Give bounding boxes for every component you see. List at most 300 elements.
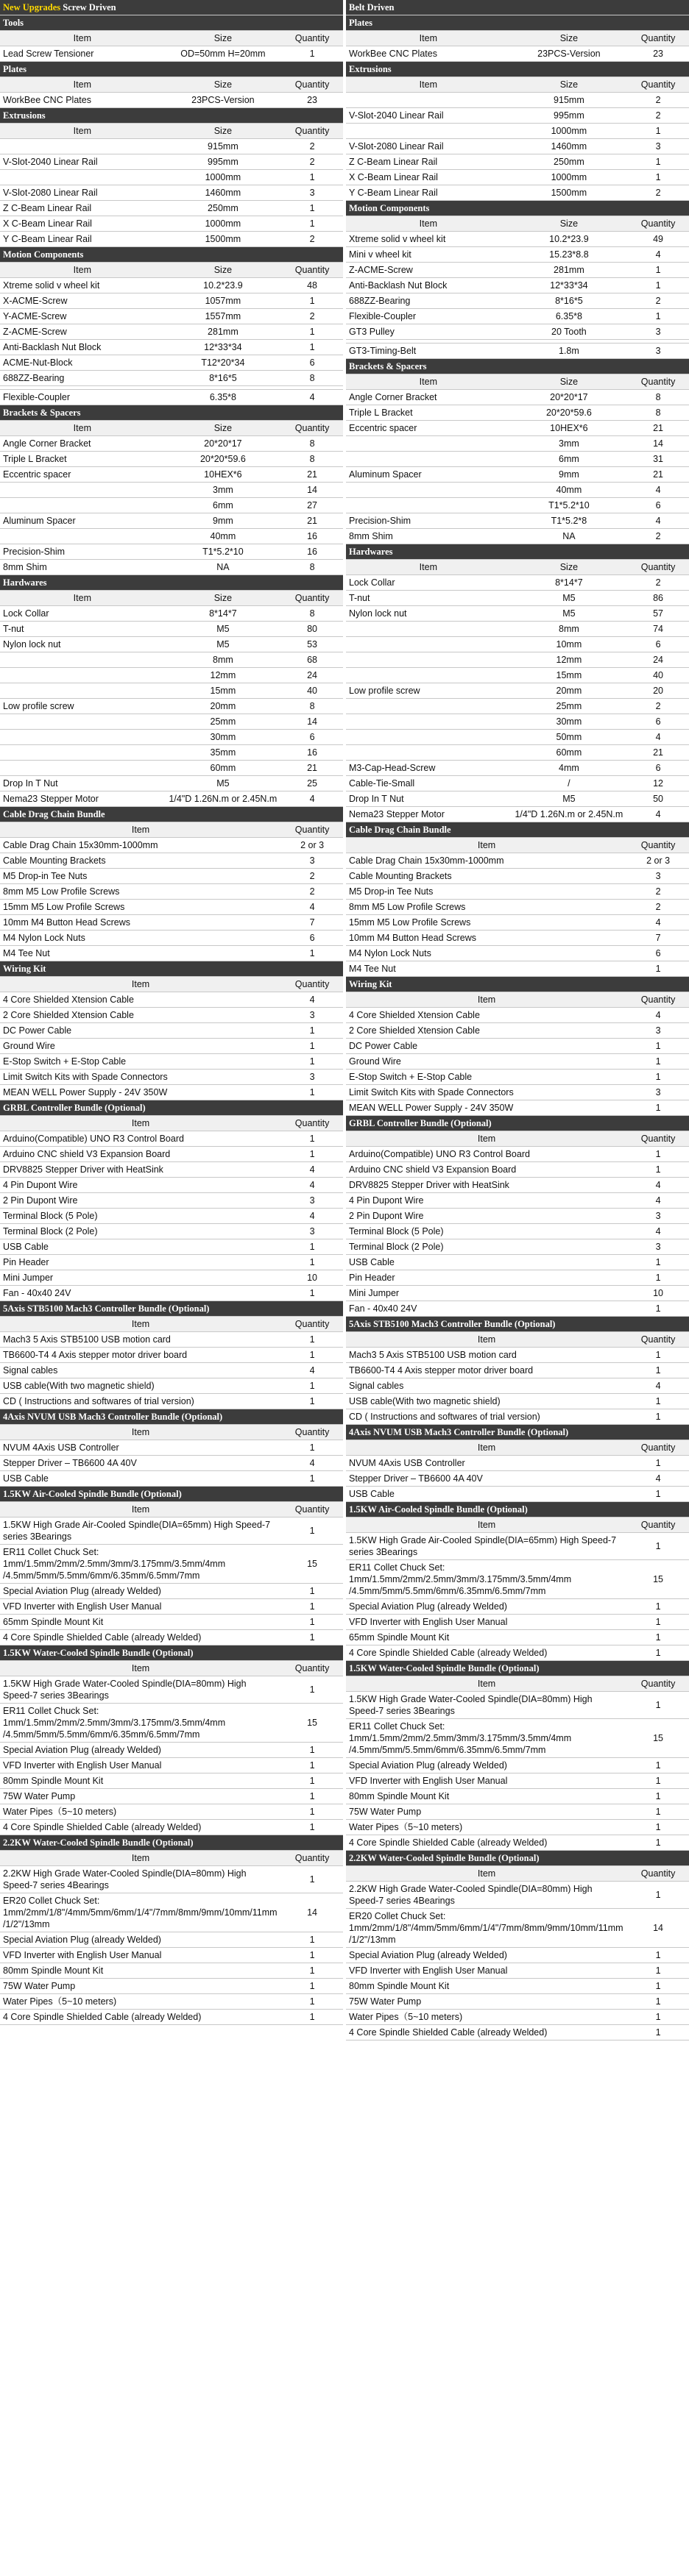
size-cell: 60mm <box>511 745 627 761</box>
table-row <box>0 946 343 961</box>
item-cell: 4 Core Shielded Xtension Cable <box>0 992 281 1008</box>
table-row <box>0 884 343 900</box>
table-row <box>346 668 689 683</box>
table-row <box>346 683 689 699</box>
item-cell: M5 Drop-in Tee Nuts <box>346 884 627 900</box>
column-header-quantity: Quantity <box>281 1425 343 1440</box>
item-cell: VFD Inverter with English User Manual <box>346 1615 627 1630</box>
item-cell: T-nut <box>346 591 511 606</box>
table-row <box>346 1533 689 1560</box>
size-cell: T1*5.2*10 <box>511 498 627 513</box>
quantity-cell: 21 <box>627 421 689 436</box>
size-cell: 9mm <box>511 467 627 483</box>
item-cell: Lead Screw Tensioner <box>0 46 165 62</box>
section-title: 4Axis NVUM USB Mach3 Controller Bundle (Optional) <box>346 1425 689 1440</box>
quantity-cell: 3 <box>627 324 689 340</box>
table-row <box>346 1378 689 1394</box>
size-cell: 995mm <box>511 108 627 124</box>
item-cell <box>0 498 165 513</box>
size-cell: 6.35*8 <box>511 309 627 324</box>
quantity-cell: 2 <box>627 699 689 714</box>
column-header-item: Item <box>346 1332 627 1348</box>
table-row <box>0 1948 343 1963</box>
item-cell <box>0 170 165 185</box>
table-row <box>0 992 343 1008</box>
table-row <box>0 293 343 309</box>
table-row <box>346 154 689 170</box>
size-cell: T1*5.2*10 <box>165 544 281 560</box>
column-header-item: Item <box>346 560 511 575</box>
item-cell: 15mm M5 Low Profile Screws <box>346 915 627 931</box>
item-cell: Y C-Beam Linear Rail <box>0 232 165 247</box>
item-cell: DRV8825 Stepper Driver with HeatSink <box>346 1178 627 1193</box>
item-cell: Eccentric spacer <box>0 467 165 483</box>
column-header-quantity: Quantity <box>627 1332 689 1348</box>
quantity-cell: 8 <box>281 606 343 622</box>
item-cell: Cable-Tie-Small <box>346 776 511 791</box>
quantity-cell: 1 <box>281 1584 343 1599</box>
table-row <box>0 1131 343 1147</box>
size-cell: 915mm <box>165 139 281 154</box>
size-cell: 8*16*5 <box>511 293 627 309</box>
quantity-cell: 2 <box>627 93 689 108</box>
column-header-size: Size <box>511 77 627 93</box>
section-5axis-stb5100-mach3-controller-bundle-optional <box>346 1317 689 1425</box>
item-cell <box>346 498 511 513</box>
table-row <box>346 591 689 606</box>
quantity-cell: 1 <box>281 1239 343 1255</box>
item-cell: V-Slot-2080 Linear Rail <box>0 185 165 201</box>
item-cell: Ground Wire <box>0 1039 281 1054</box>
table-row <box>346 1773 689 1789</box>
item-cell: Cable Drag Chain 15x30mm-1000mm <box>0 838 281 853</box>
item-cell: Ground Wire <box>346 1054 627 1070</box>
quantity-cell: 1 <box>281 340 343 355</box>
size-cell: T12*20*34 <box>165 355 281 371</box>
section-5axis-stb5100-mach3-controller-bundle-optional <box>0 1301 343 1409</box>
item-cell: Arduino CNC shield V3 Expansion Board <box>346 1162 627 1178</box>
item-cell <box>346 483 511 498</box>
quantity-cell: 21 <box>281 761 343 776</box>
size-cell: 1500mm <box>511 185 627 201</box>
item-cell: Low profile screw <box>0 699 165 714</box>
section-title: Cable Drag Chain Bundle <box>0 807 343 822</box>
table-row <box>346 1286 689 1301</box>
quantity-cell: 8 <box>627 390 689 405</box>
item-cell: NVUM 4Axis USB Controller <box>346 1456 627 1471</box>
quantity-cell: 15 <box>281 1704 343 1743</box>
quantity-cell: 1 <box>281 1131 343 1147</box>
column-header-item: Item <box>0 263 165 278</box>
size-cell: 23PCS-Version <box>165 93 281 108</box>
quantity-cell: 6 <box>627 637 689 652</box>
item-cell: 4 Core Spindle Shielded Cable (already Welded) <box>0 1820 281 1835</box>
quantity-cell: 2 <box>281 884 343 900</box>
quantity-cell: 1 <box>627 263 689 278</box>
table-row <box>0 1789 343 1804</box>
item-cell <box>346 436 511 452</box>
table-row <box>346 900 689 915</box>
quantity-cell: 4 <box>627 1471 689 1487</box>
quantity-cell: 2 or 3 <box>281 838 343 853</box>
size-cell: 12mm <box>165 668 281 683</box>
size-cell: 8*14*7 <box>511 575 627 591</box>
table-row <box>346 1301 689 1317</box>
table-row <box>0 1394 343 1409</box>
item-cell: WorkBee CNC Plates <box>0 93 165 108</box>
table-row <box>346 1758 689 1773</box>
size-cell: 35mm <box>165 745 281 761</box>
quantity-cell: 1 <box>281 1866 343 1893</box>
table-row <box>0 1332 343 1348</box>
table-row <box>346 483 689 498</box>
column-header-item: Item <box>0 822 281 838</box>
size-cell: 20*20*17 <box>511 390 627 405</box>
size-cell: 1/4"D 1.26N.m or 2.45N.m <box>165 791 281 807</box>
item-cell: 4 Core Spindle Shielded Cable (already Welded) <box>0 1630 281 1645</box>
column-header-size: Size <box>165 591 281 606</box>
section-hardwares <box>0 575 343 807</box>
table-row <box>346 1835 689 1851</box>
item-cell: 80mm Spindle Mount Kit <box>0 1963 281 1979</box>
size-cell: M5 <box>165 622 281 637</box>
quantity-cell: 1 <box>281 1804 343 1820</box>
item-cell <box>346 699 511 714</box>
column-header-item: Item <box>0 421 165 436</box>
size-cell: 15.23*8.8 <box>511 247 627 263</box>
item-cell <box>346 637 511 652</box>
item-cell <box>346 93 511 108</box>
item-cell: VFD Inverter with English User Manual <box>0 1948 281 1963</box>
table-row <box>0 1599 343 1615</box>
table-row <box>346 1054 689 1070</box>
quantity-cell: 6 <box>627 498 689 513</box>
size-cell: 20*20*59.6 <box>511 405 627 421</box>
table-row <box>0 216 343 232</box>
quantity-cell: 1 <box>281 201 343 216</box>
table-row <box>346 606 689 622</box>
table-row <box>0 1440 343 1456</box>
table-row <box>346 93 689 108</box>
quantity-cell: 4 <box>627 1008 689 1023</box>
item-cell: Anti-Backlash Nut Block <box>346 278 511 293</box>
section-title: Brackets & Spacers <box>346 359 689 374</box>
table-row <box>0 1471 343 1487</box>
quantity-cell: 1 <box>627 1147 689 1162</box>
quantity-cell: 1 <box>627 1820 689 1835</box>
quantity-cell: 4 <box>281 1456 343 1471</box>
quantity-cell: 2 <box>627 900 689 915</box>
section-1-5kw-air-cooled-spindle-bundle-optional <box>346 1502 689 1661</box>
quantity-cell: 4 <box>627 730 689 745</box>
item-cell: Special Aviation Plug (already Welded) <box>346 1948 627 1963</box>
quantity-cell: 1 <box>281 1039 343 1054</box>
section-title: Extrusions <box>346 62 689 77</box>
column-header-item: Item <box>346 1866 627 1882</box>
quantity-cell: 1 <box>627 278 689 293</box>
item-cell: Special Aviation Plug (already Welded) <box>0 1584 281 1599</box>
table-row <box>346 1456 689 1471</box>
quantity-cell: 15 <box>627 1719 689 1758</box>
quantity-cell: 3 <box>627 139 689 154</box>
table-row <box>0 1039 343 1054</box>
table-row <box>346 730 689 745</box>
table-row <box>346 1162 689 1178</box>
table-row <box>346 467 689 483</box>
quantity-cell: 15 <box>627 1560 689 1599</box>
item-cell: 4 Core Spindle Shielded Cable (already Welded) <box>346 1835 627 1851</box>
table-row <box>0 1963 343 1979</box>
size-cell: 8mm <box>165 652 281 668</box>
item-cell: Cable Mounting Brackets <box>346 869 627 884</box>
quantity-cell: 1 <box>281 1948 343 1963</box>
item-cell: Nema23 Stepper Motor <box>346 807 511 822</box>
quantity-cell: 14 <box>627 436 689 452</box>
item-cell: M4 Tee Nut <box>346 961 627 977</box>
quantity-cell: 1 <box>281 1286 343 1301</box>
item-cell: Terminal Block (5 Pole) <box>346 1224 627 1239</box>
size-cell: 281mm <box>511 263 627 278</box>
quantity-cell: 3 <box>281 1008 343 1023</box>
item-cell: Fan - 40x40 24V <box>346 1301 627 1317</box>
quantity-cell: 3 <box>627 1085 689 1100</box>
item-cell: USB cable(With two magnetic shield) <box>346 1394 627 1409</box>
quantity-cell: 1 <box>281 1255 343 1270</box>
quantity-cell: 1 <box>281 1378 343 1394</box>
column-header-quantity: Quantity <box>281 31 343 46</box>
column-header-quantity: Quantity <box>281 591 343 606</box>
table-row <box>346 1471 689 1487</box>
table-row <box>346 513 689 529</box>
table-row <box>0 1070 343 1085</box>
item-cell: DC Power Cable <box>0 1023 281 1039</box>
quantity-cell: 86 <box>627 591 689 606</box>
quantity-cell: 74 <box>627 622 689 637</box>
item-cell: V-Slot-2040 Linear Rail <box>0 154 165 170</box>
quantity-cell: 3 <box>281 185 343 201</box>
section-title: Wiring Kit <box>346 977 689 992</box>
section-title: Motion Components <box>346 201 689 216</box>
section-2-2kw-water-cooled-spindle-bundle-optional <box>346 1851 689 2040</box>
quantity-cell: 2 <box>281 309 343 324</box>
item-cell: 4 Core Shielded Xtension Cable <box>346 1008 627 1023</box>
section-cable-drag-chain-bundle <box>0 807 343 961</box>
item-cell: DC Power Cable <box>346 1039 627 1054</box>
item-cell: Aluminum Spacer <box>0 513 165 529</box>
quantity-cell: 1 <box>627 1835 689 1851</box>
item-cell: NVUM 4Axis USB Controller <box>0 1440 281 1456</box>
section-grbl-controller-bundle-optional <box>346 1116 689 1317</box>
size-cell: 6mm <box>165 498 281 513</box>
quantity-cell: 1 <box>281 2010 343 2025</box>
quantity-cell: 27 <box>281 498 343 513</box>
size-cell: / <box>511 776 627 791</box>
quantity-cell: 1 <box>627 1348 689 1363</box>
quantity-cell: 4 <box>281 390 343 405</box>
size-cell: 20*20*59.6 <box>165 452 281 467</box>
section-title: GRBL Controller Bundle (Optional) <box>0 1100 343 1116</box>
table-row <box>0 278 343 293</box>
table-row <box>346 1909 689 1948</box>
column-header-item: Item <box>0 1116 281 1131</box>
table-row <box>0 93 343 108</box>
item-cell: X C-Beam Linear Rail <box>346 170 511 185</box>
quantity-cell: 1 <box>627 1100 689 1116</box>
table-row <box>0 1820 343 1835</box>
item-cell <box>0 668 165 683</box>
table-row <box>0 46 343 62</box>
column-header-quantity: Quantity <box>627 216 689 232</box>
quantity-cell: 1 <box>281 1348 343 1363</box>
item-cell: USB Cable <box>346 1255 627 1270</box>
table-row <box>0 154 343 170</box>
item-cell: Terminal Block (2 Pole) <box>346 1239 627 1255</box>
section-hardwares <box>346 544 689 822</box>
section-extrusions <box>346 62 689 201</box>
quantity-cell: 1 <box>627 1301 689 1317</box>
quantity-cell: 1 <box>627 1645 689 1661</box>
item-cell: ER11 Collet Chuck Set: 1mm/1.5mm/2mm/2.5mm/3mm/3.175mm/3.5mm/4mm /4.5mm/5mm/5.5mm/6mm/6.35mm/6.5mm/7mm <box>0 1545 281 1584</box>
quantity-cell: 7 <box>627 931 689 946</box>
table-row <box>0 622 343 637</box>
table-row <box>346 761 689 776</box>
table-row <box>346 436 689 452</box>
column-header-item: Item <box>346 1440 627 1456</box>
size-cell: OD=50mm H=20mm <box>165 46 281 62</box>
table-row <box>346 1100 689 1116</box>
quantity-cell: 4 <box>281 1209 343 1224</box>
table-row <box>346 575 689 591</box>
table-row <box>346 421 689 436</box>
item-cell: Special Aviation Plug (already Welded) <box>0 1932 281 1948</box>
table-row <box>0 668 343 683</box>
item-cell <box>346 124 511 139</box>
quantity-cell: 1 <box>627 1255 689 1270</box>
column-header-quantity: Quantity <box>281 1661 343 1676</box>
size-cell: M5 <box>511 791 627 807</box>
item-cell: TB6600-T4 4 Axis stepper motor driver board <box>0 1348 281 1363</box>
quantity-cell: 4 <box>281 1162 343 1178</box>
item-cell: M4 Nylon Lock Nuts <box>0 931 281 946</box>
item-cell: TB6600-T4 4 Axis stepper motor driver board <box>346 1363 627 1378</box>
section-cable-drag-chain-bundle <box>346 822 689 977</box>
table-row <box>346 390 689 405</box>
table-row <box>346 1692 689 1719</box>
table-row <box>346 853 689 869</box>
size-cell: M5 <box>511 606 627 622</box>
column-header-size: Size <box>511 31 627 46</box>
size-cell: 250mm <box>165 201 281 216</box>
table-row <box>346 776 689 791</box>
item-cell <box>346 714 511 730</box>
section-brackets-spacers <box>346 359 689 544</box>
size-cell: 25mm <box>165 714 281 730</box>
quantity-cell: 1 <box>281 46 343 62</box>
column-header-quantity: Quantity <box>627 838 689 853</box>
table-row <box>0 1743 343 1758</box>
quantity-cell: 8 <box>627 405 689 421</box>
section-brackets-spacers <box>0 405 343 575</box>
column-header-quantity: Quantity <box>281 1851 343 1866</box>
quantity-cell: 1 <box>627 1363 689 1378</box>
quantity-cell: 7 <box>281 915 343 931</box>
size-cell: 10.2*23.9 <box>511 232 627 247</box>
column-header-quantity: Quantity <box>281 1502 343 1518</box>
item-cell: Triple L Bracket <box>0 452 165 467</box>
table-row <box>0 560 343 575</box>
size-cell: NA <box>511 529 627 544</box>
column-header-item: Item <box>346 374 511 390</box>
section-title: Brackets & Spacers <box>0 405 343 421</box>
quantity-cell: 1 <box>281 1789 343 1804</box>
size-cell: 20*20*17 <box>165 436 281 452</box>
table-row <box>346 1270 689 1286</box>
quantity-cell: 40 <box>281 683 343 699</box>
table-row <box>0 232 343 247</box>
table-row <box>346 1039 689 1054</box>
table-row <box>0 1224 343 1239</box>
column-header-quantity: Quantity <box>627 31 689 46</box>
quantity-cell: 1 <box>281 1518 343 1545</box>
section-title: 1.5KW Water-Cooled Spindle Bundle (Optional) <box>0 1645 343 1661</box>
item-cell: T-nut <box>0 622 165 637</box>
quantity-cell: 10 <box>627 1286 689 1301</box>
table-row <box>346 139 689 154</box>
table-row <box>346 1023 689 1039</box>
item-cell: Lock Collar <box>346 575 511 591</box>
quantity-cell: 1 <box>281 1054 343 1070</box>
table-row <box>0 1545 343 1584</box>
table-row <box>346 46 689 62</box>
table-row <box>0 1363 343 1378</box>
quantity-cell: 2 <box>627 575 689 591</box>
section-title: Motion Components <box>0 247 343 263</box>
table-row <box>0 1676 343 1704</box>
table-row <box>346 1224 689 1239</box>
table-row <box>346 1363 689 1378</box>
item-cell: 80mm Spindle Mount Kit <box>346 1789 627 1804</box>
item-cell: X-ACME-Screw <box>0 293 165 309</box>
size-cell: 25mm <box>511 699 627 714</box>
quantity-cell: 4 <box>627 247 689 263</box>
section-motion-components <box>0 247 343 405</box>
table-row <box>0 838 343 853</box>
item-cell: Eccentric spacer <box>346 421 511 436</box>
item-cell: Y C-Beam Linear Rail <box>346 185 511 201</box>
quantity-cell: 3 <box>281 1193 343 1209</box>
column-header-item: Item <box>0 977 281 992</box>
column-header-quantity: Quantity <box>627 77 689 93</box>
table-row <box>0 1979 343 1994</box>
size-cell: 23PCS-Version <box>511 46 627 62</box>
item-cell: MEAN WELL Power Supply - 24V 350W <box>0 1085 281 1100</box>
quantity-cell: 14 <box>281 483 343 498</box>
quantity-cell: 1 <box>627 170 689 185</box>
quantity-cell: 21 <box>627 745 689 761</box>
table-row <box>0 1239 343 1255</box>
column-header-quantity: Quantity <box>281 263 343 278</box>
table-row <box>0 1255 343 1270</box>
size-cell: 30mm <box>511 714 627 730</box>
item-cell: 688ZZ-Bearing <box>346 293 511 309</box>
table-row <box>346 324 689 340</box>
quantity-cell: 8 <box>281 699 343 714</box>
quantity-cell: 3 <box>627 1209 689 1224</box>
column-title: Screw Driven <box>60 2 116 13</box>
item-cell: Drop In T Nut <box>346 791 511 807</box>
item-cell: Flexible-Coupler <box>346 309 511 324</box>
section-4axis-nvum-usb-mach3-controller-bundle-optional <box>0 1409 343 1487</box>
